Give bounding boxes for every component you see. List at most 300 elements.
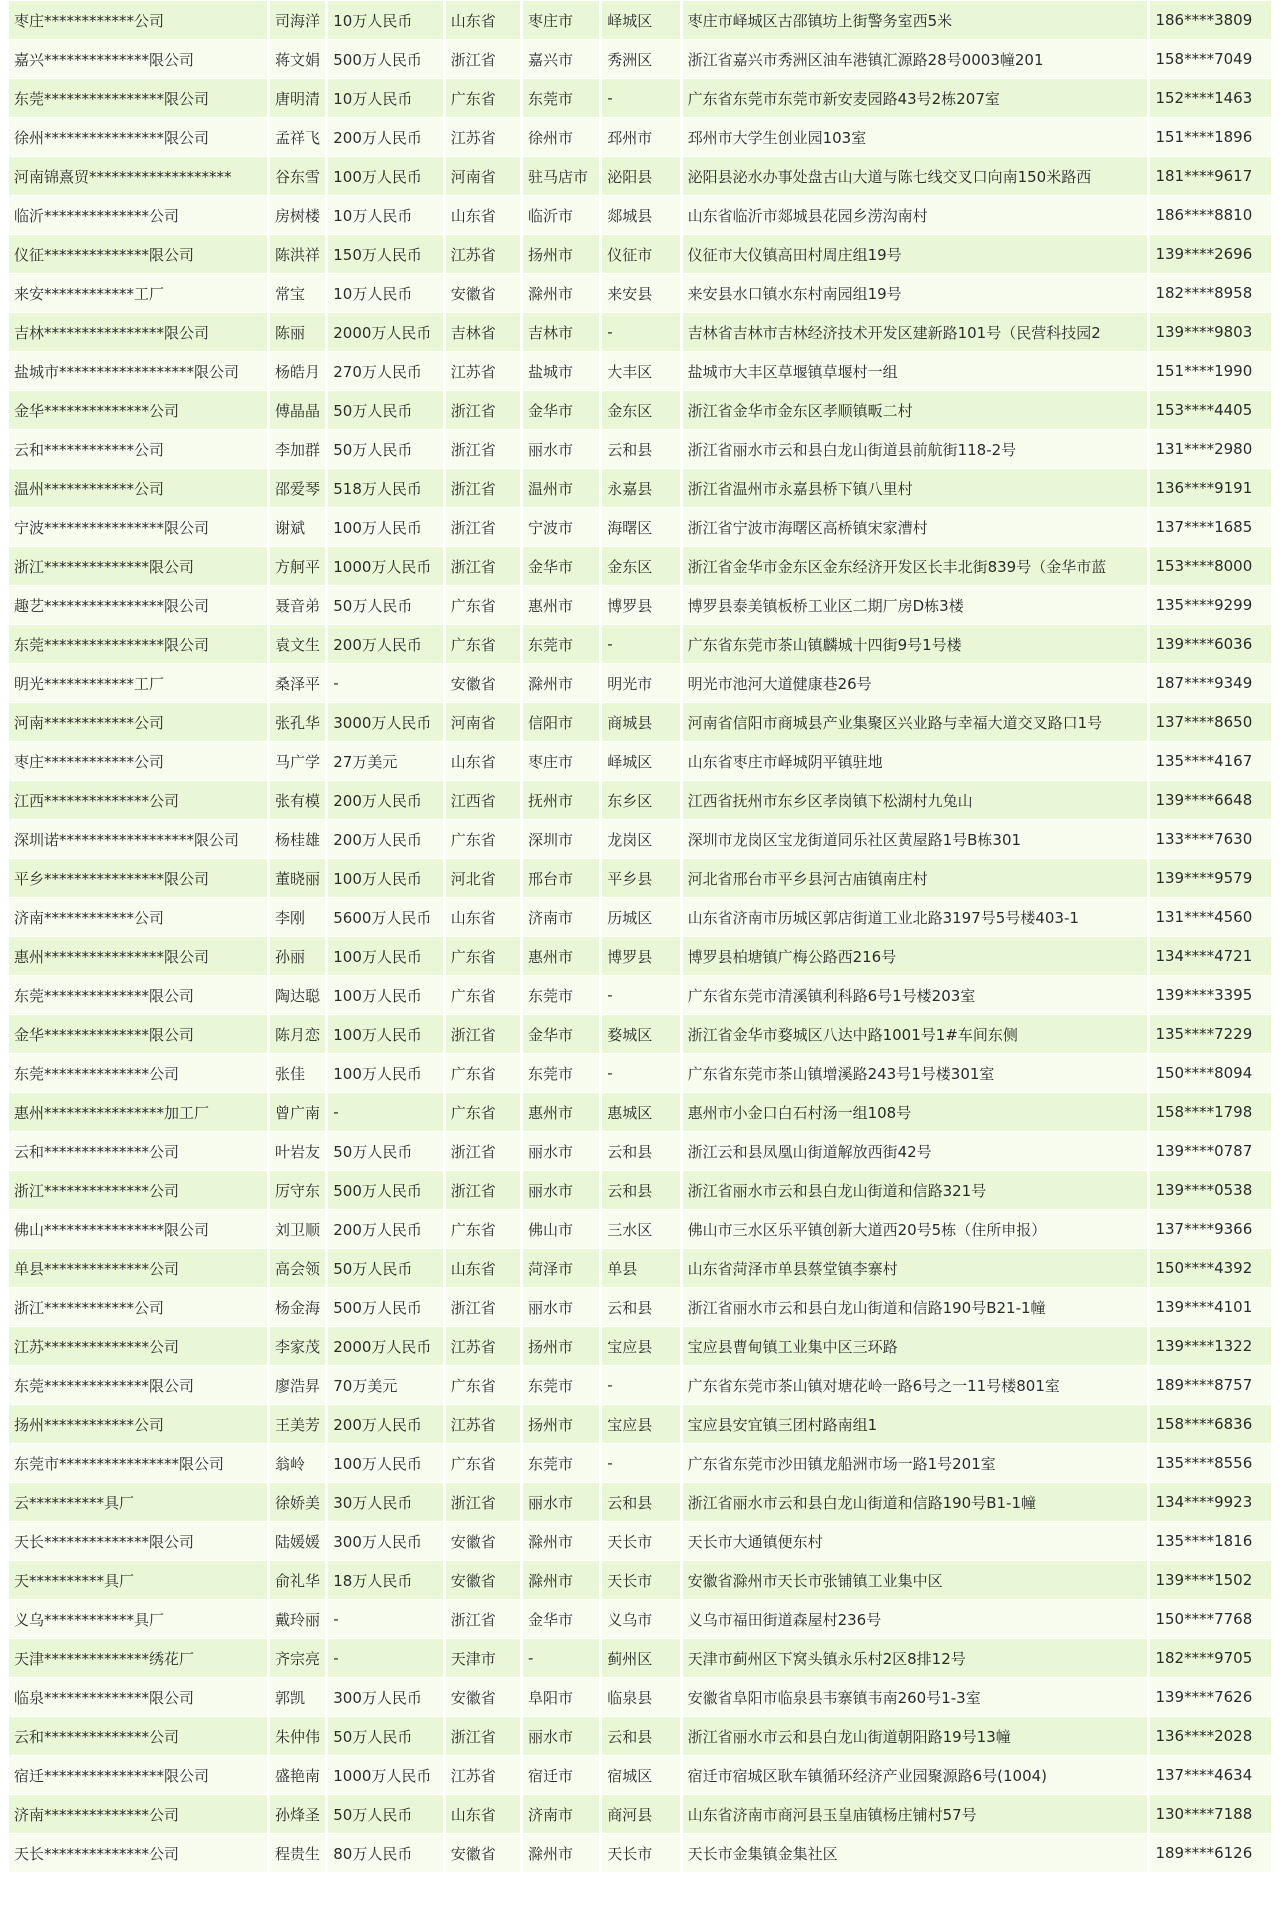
legal-person-cell: 孟祥飞 [270, 118, 325, 156]
district-cell: - [602, 1444, 679, 1482]
table-row [9, 1288, 1271, 1326]
address-cell: 宝应县曹甸镇工业集中区三环路 [683, 1327, 1148, 1365]
phone-cell: 182****9705 [1150, 1639, 1271, 1677]
city-cell: 惠州市 [523, 1093, 599, 1131]
province-cell: 广东省 [446, 79, 520, 117]
table-row [9, 274, 1271, 312]
city-cell: 金华市 [523, 391, 599, 429]
registered-capital-cell: 1000万人民币 [328, 1756, 442, 1794]
registered-capital-cell: 200万人民币 [328, 1210, 442, 1248]
phone-cell: 139****6036 [1150, 625, 1271, 663]
address-cell: 博罗县柏塘镇广梅公路西216号 [683, 937, 1148, 975]
address-cell: 河南省信阳市商城县产业集聚区兴业路与幸福大道交叉路口1号 [683, 703, 1148, 741]
phone-cell: 139****0787 [1150, 1132, 1271, 1170]
registered-capital-cell: 70万美元 [328, 1366, 442, 1404]
province-cell: 山东省 [446, 742, 520, 780]
city-cell: 东莞市 [523, 625, 599, 663]
registered-capital-cell: 500万人民币 [328, 1288, 442, 1326]
registered-capital-cell: 50万人民币 [328, 430, 442, 468]
legal-person-cell: 徐娇美 [270, 1483, 325, 1521]
city-cell: 扬州市 [523, 1327, 599, 1365]
district-cell: 峄城区 [602, 1, 679, 39]
registered-capital-cell: - [328, 1093, 442, 1131]
legal-person-cell: 盛艳南 [270, 1756, 325, 1794]
table-row [9, 1015, 1271, 1053]
legal-person-cell: 桑泽平 [270, 664, 325, 702]
address-cell: 浙江省丽水市云和县白龙山街道县前航街118-2号 [683, 430, 1148, 468]
address-cell: 广东省东莞市东莞市新安麦园路43号2栋207室 [683, 79, 1148, 117]
address-cell: 仪征市大仪镇高田村周庄组19号 [683, 235, 1148, 273]
district-cell: 天长市 [602, 1834, 679, 1872]
city-cell: 盐城市 [523, 352, 599, 390]
phone-cell: 131****2980 [1150, 430, 1271, 468]
company-name-cell: 义乌************具厂 [9, 1600, 267, 1638]
city-cell: 滁州市 [523, 664, 599, 702]
district-cell: 历城区 [602, 898, 679, 936]
phone-cell: 137****1685 [1150, 508, 1271, 546]
city-cell: 惠州市 [523, 586, 599, 624]
table-row [9, 1561, 1271, 1599]
province-cell: 浙江省 [446, 1015, 520, 1053]
phone-cell: 150****8094 [1150, 1054, 1271, 1092]
city-cell: 济南市 [523, 898, 599, 936]
phone-cell: 153****8000 [1150, 547, 1271, 585]
city-cell: 丽水市 [523, 1171, 599, 1209]
province-cell: 江苏省 [446, 1327, 520, 1365]
table-row [9, 1717, 1271, 1755]
table-row [9, 1600, 1271, 1638]
table-row [9, 898, 1271, 936]
legal-person-cell: 李加群 [270, 430, 325, 468]
registered-capital-cell: 100万人民币 [328, 859, 442, 897]
district-cell: 金东区 [602, 391, 679, 429]
legal-person-cell: 张孔华 [270, 703, 325, 741]
registered-capital-cell: 100万人民币 [328, 1015, 442, 1053]
registered-capital-cell: 200万人民币 [328, 118, 442, 156]
phone-cell: 139****1322 [1150, 1327, 1271, 1365]
province-cell: 浙江省 [446, 1132, 520, 1170]
province-cell: 河南省 [446, 157, 520, 195]
legal-person-cell: 郭凯 [270, 1678, 325, 1716]
address-cell: 山东省枣庄市峄城阴平镇驻地 [683, 742, 1148, 780]
company-name-cell: 云和**************公司 [9, 1717, 267, 1755]
district-cell: 云和县 [602, 1717, 679, 1755]
city-cell: 温州市 [523, 469, 599, 507]
address-cell: 浙江省丽水市云和县白龙山街道和信路190号B21-1幢 [683, 1288, 1148, 1326]
table-row [9, 781, 1271, 819]
registered-capital-cell: 10万人民币 [328, 196, 442, 234]
city-cell: 枣庄市 [523, 1, 599, 39]
registered-capital-cell: 300万人民币 [328, 1678, 442, 1716]
legal-person-cell: 廖浩昇 [270, 1366, 325, 1404]
city-cell: 东莞市 [523, 976, 599, 1014]
phone-cell: 189****6126 [1150, 1834, 1271, 1872]
phone-cell: 137****8650 [1150, 703, 1271, 741]
registered-capital-cell: 10万人民币 [328, 274, 442, 312]
phone-cell: 187****9349 [1150, 664, 1271, 702]
city-cell: 东莞市 [523, 1366, 599, 1404]
phone-cell: 137****4634 [1150, 1756, 1271, 1794]
phone-cell: 134****4721 [1150, 937, 1271, 975]
province-cell: 浙江省 [446, 1600, 520, 1638]
address-cell: 宝应县安宜镇三团村路南组1 [683, 1405, 1148, 1443]
company-name-cell: 金华**************限公司 [9, 1015, 267, 1053]
table-row [9, 508, 1271, 546]
phone-cell: 150****4392 [1150, 1249, 1271, 1287]
registered-capital-cell: 100万人民币 [328, 1054, 442, 1092]
phone-cell: 152****1463 [1150, 79, 1271, 117]
city-cell: 邢台市 [523, 859, 599, 897]
address-cell: 天津市蓟州区下窝头镇永乐村2区8排12号 [683, 1639, 1148, 1677]
phone-cell: 136****2028 [1150, 1717, 1271, 1755]
district-cell: 邳州市 [602, 118, 679, 156]
company-name-cell: 惠州****************加工厂 [9, 1093, 267, 1131]
table-row [9, 1834, 1271, 1872]
legal-person-cell: 曾广南 [270, 1093, 325, 1131]
city-cell: 阜阳市 [523, 1678, 599, 1716]
company-name-cell: 枣庄************公司 [9, 1, 267, 39]
province-cell: 江苏省 [446, 235, 520, 273]
phone-cell: 186****8810 [1150, 196, 1271, 234]
province-cell: 江苏省 [446, 118, 520, 156]
company-name-cell: 河南************公司 [9, 703, 267, 741]
province-cell: 山东省 [446, 1249, 520, 1287]
province-cell: 广东省 [446, 1366, 520, 1404]
company-name-cell: 临沂**************公司 [9, 196, 267, 234]
registered-capital-cell: 27万美元 [328, 742, 442, 780]
district-cell: 峄城区 [602, 742, 679, 780]
phone-cell: 158****7049 [1150, 40, 1271, 78]
company-name-cell: 平乡****************限公司 [9, 859, 267, 897]
city-cell: 吉林市 [523, 313, 599, 351]
province-cell: 浙江省 [446, 547, 520, 585]
company-name-cell: 东莞****************限公司 [9, 625, 267, 663]
registered-capital-cell: 100万人民币 [328, 508, 442, 546]
table-row [9, 1483, 1271, 1521]
legal-person-cell: 俞礼华 [270, 1561, 325, 1599]
province-cell: 江苏省 [446, 1405, 520, 1443]
legal-person-cell: 董晓丽 [270, 859, 325, 897]
legal-person-cell: 李家茂 [270, 1327, 325, 1365]
city-cell: 滁州市 [523, 1834, 599, 1872]
city-cell: 丽水市 [523, 430, 599, 468]
province-cell: 浙江省 [446, 40, 520, 78]
address-cell: 广东省东莞市沙田镇龙船洲市场一路1号201室 [683, 1444, 1148, 1482]
province-cell: 江苏省 [446, 352, 520, 390]
company-name-cell: 吉林****************限公司 [9, 313, 267, 351]
city-cell: 菏泽市 [523, 1249, 599, 1287]
province-cell: 天津市 [446, 1639, 520, 1677]
legal-person-cell: 王美芳 [270, 1405, 325, 1443]
table-row [9, 1366, 1271, 1404]
table-row [9, 820, 1271, 858]
company-name-cell: 仪征**************限公司 [9, 235, 267, 273]
legal-person-cell: 翁岭 [270, 1444, 325, 1482]
phone-cell: 135****9299 [1150, 586, 1271, 624]
address-cell: 枣庄市峄城区古邵镇坊上街警务室西5米 [683, 1, 1148, 39]
table-row [9, 235, 1271, 273]
company-name-cell: 江西**************公司 [9, 781, 267, 819]
province-cell: 安徽省 [446, 1561, 520, 1599]
address-cell: 浙江省宁波市海曙区高桥镇宋家漕村 [683, 508, 1148, 546]
province-cell: 浙江省 [446, 1288, 520, 1326]
company-name-cell: 江苏**************公司 [9, 1327, 267, 1365]
district-cell: - [602, 79, 679, 117]
legal-person-cell: 马广学 [270, 742, 325, 780]
table-row [9, 1639, 1271, 1677]
phone-cell: 135****8556 [1150, 1444, 1271, 1482]
phone-cell: 139****0538 [1150, 1171, 1271, 1209]
phone-cell: 133****7630 [1150, 820, 1271, 858]
district-cell: 永嘉县 [602, 469, 679, 507]
table-row [9, 79, 1271, 117]
address-cell: 山东省临沂市郯城县花园乡涝沟南村 [683, 196, 1148, 234]
table-row [9, 118, 1271, 156]
company-name-cell: 嘉兴**************限公司 [9, 40, 267, 78]
district-cell: 东乡区 [602, 781, 679, 819]
district-cell: 仪征市 [602, 235, 679, 273]
province-cell: 浙江省 [446, 1483, 520, 1521]
legal-person-cell: 杨金海 [270, 1288, 325, 1326]
company-name-cell: 河南锦熹贸******************* [9, 157, 267, 195]
city-cell: 丽水市 [523, 1132, 599, 1170]
table-row [9, 1444, 1271, 1482]
company-name-cell: 济南************公司 [9, 898, 267, 936]
phone-cell: 150****7768 [1150, 1600, 1271, 1638]
city-cell: 惠州市 [523, 937, 599, 975]
company-name-cell: 盐城市******************限公司 [9, 352, 267, 390]
city-cell: 深圳市 [523, 820, 599, 858]
district-cell: 云和县 [602, 1483, 679, 1521]
registered-capital-cell: 200万人民币 [328, 1405, 442, 1443]
legal-person-cell: 司海洋 [270, 1, 325, 39]
province-cell: 河北省 [446, 859, 520, 897]
province-cell: 江苏省 [446, 1756, 520, 1794]
company-name-cell: 深圳诺******************限公司 [9, 820, 267, 858]
district-cell: - [602, 976, 679, 1014]
phone-cell: 136****9191 [1150, 469, 1271, 507]
table-row [9, 1405, 1271, 1443]
district-cell: 天长市 [602, 1522, 679, 1560]
legal-person-cell: 张佳 [270, 1054, 325, 1092]
table-row [9, 625, 1271, 663]
legal-person-cell: 厉守东 [270, 1171, 325, 1209]
address-cell: 浙江省丽水市云和县白龙山街道和信路321号 [683, 1171, 1148, 1209]
registered-capital-cell: - [328, 1639, 442, 1677]
registered-capital-cell: 1000万人民币 [328, 547, 442, 585]
company-name-cell: 云和************公司 [9, 430, 267, 468]
address-cell: 宿迁市宿城区耿车镇循环经济产业园聚源路6号(1004) [683, 1756, 1148, 1794]
company-table [6, 0, 1274, 1873]
province-cell: 浙江省 [446, 1717, 520, 1755]
city-cell: 金华市 [523, 547, 599, 585]
phone-cell: 182****8958 [1150, 274, 1271, 312]
company-name-cell: 温州************公司 [9, 469, 267, 507]
registered-capital-cell: 10万人民币 [328, 1, 442, 39]
registered-capital-cell: 200万人民币 [328, 781, 442, 819]
phone-cell: 135****7229 [1150, 1015, 1271, 1053]
registered-capital-cell: - [328, 664, 442, 702]
phone-cell: 130****7188 [1150, 1795, 1271, 1833]
company-name-cell: 天**********具厂 [9, 1561, 267, 1599]
company-name-cell: 天长**************公司 [9, 1834, 267, 1872]
legal-person-cell: 齐宗亮 [270, 1639, 325, 1677]
district-cell: 云和县 [602, 430, 679, 468]
province-cell: 广东省 [446, 625, 520, 663]
city-cell: 丽水市 [523, 1288, 599, 1326]
legal-person-cell: 聂音弟 [270, 586, 325, 624]
city-cell: 东莞市 [523, 1444, 599, 1482]
address-cell: 广东省东莞市清溪镇利科路6号1号楼203室 [683, 976, 1148, 1014]
registered-capital-cell: 50万人民币 [328, 1795, 442, 1833]
legal-person-cell: 高会领 [270, 1249, 325, 1287]
company-name-cell: 东莞****************限公司 [9, 79, 267, 117]
phone-cell: 139****9803 [1150, 313, 1271, 351]
address-cell: 惠州市小金口白石村汤一组108号 [683, 1093, 1148, 1131]
city-cell: 金华市 [523, 1015, 599, 1053]
province-cell: 山东省 [446, 1795, 520, 1833]
province-cell: 安徽省 [446, 1834, 520, 1872]
city-cell: 东莞市 [523, 1054, 599, 1092]
address-cell: 山东省济南市历城区郭店街道工业北路3197号5号楼403-1 [683, 898, 1148, 936]
province-cell: 山东省 [446, 1, 520, 39]
phone-cell: 186****3809 [1150, 1, 1271, 39]
legal-person-cell: 袁文生 [270, 625, 325, 663]
registered-capital-cell: 100万人民币 [328, 976, 442, 1014]
district-cell: 宿城区 [602, 1756, 679, 1794]
province-cell: 浙江省 [446, 508, 520, 546]
district-cell: 郯城县 [602, 196, 679, 234]
district-cell: 平乡县 [602, 859, 679, 897]
phone-cell: 189****8757 [1150, 1366, 1271, 1404]
province-cell: 安徽省 [446, 274, 520, 312]
table-row [9, 547, 1271, 585]
address-cell: 广东省东莞市茶山镇麟城十四街9号1号楼 [683, 625, 1148, 663]
company-name-cell: 天津**************绣花厂 [9, 1639, 267, 1677]
table-row [9, 586, 1271, 624]
legal-person-cell: 陈月恋 [270, 1015, 325, 1053]
company-name-cell: 东莞市****************限公司 [9, 1444, 267, 1482]
legal-person-cell: 孙烽圣 [270, 1795, 325, 1833]
registered-capital-cell: 2000万人民币 [328, 1327, 442, 1365]
registered-capital-cell: 50万人民币 [328, 1132, 442, 1170]
province-cell: 安徽省 [446, 1678, 520, 1716]
district-cell: 天长市 [602, 1561, 679, 1599]
company-name-cell: 明光************工厂 [9, 664, 267, 702]
district-cell: 龙岗区 [602, 820, 679, 858]
company-name-cell: 浙江**************公司 [9, 1171, 267, 1209]
legal-person-cell: 孙丽 [270, 937, 325, 975]
legal-person-cell: 唐明清 [270, 79, 325, 117]
province-cell: 安徽省 [446, 664, 520, 702]
phone-cell: 139****7626 [1150, 1678, 1271, 1716]
registered-capital-cell: 50万人民币 [328, 1249, 442, 1287]
table-row [9, 196, 1271, 234]
district-cell: 三水区 [602, 1210, 679, 1248]
province-cell: 广东省 [446, 1444, 520, 1482]
legal-person-cell: 谷东雪 [270, 157, 325, 195]
address-cell: 安徽省阜阳市临泉县韦寨镇韦南260号1-3室 [683, 1678, 1148, 1716]
registered-capital-cell: 200万人民币 [328, 820, 442, 858]
address-cell: 山东省菏泽市单县蔡堂镇李寨村 [683, 1249, 1148, 1287]
district-cell: 商河县 [602, 1795, 679, 1833]
province-cell: 广东省 [446, 976, 520, 1014]
city-cell: 临沂市 [523, 196, 599, 234]
registered-capital-cell: 18万人民币 [328, 1561, 442, 1599]
district-cell: 蓟州区 [602, 1639, 679, 1677]
district-cell: 博罗县 [602, 937, 679, 975]
company-name-cell: 浙江**************限公司 [9, 547, 267, 585]
province-cell: 江西省 [446, 781, 520, 819]
city-cell: 济南市 [523, 1795, 599, 1833]
company-name-cell: 宁波****************限公司 [9, 508, 267, 546]
phone-cell: 158****1798 [1150, 1093, 1271, 1131]
district-cell: 来安县 [602, 274, 679, 312]
legal-person-cell: 傅晶晶 [270, 391, 325, 429]
table-row [9, 1, 1271, 39]
table-row [9, 1054, 1271, 1092]
district-cell: 海曙区 [602, 508, 679, 546]
company-name-cell: 宿迁****************限公司 [9, 1756, 267, 1794]
registered-capital-cell: - [328, 1600, 442, 1638]
city-cell: 徐州市 [523, 118, 599, 156]
legal-person-cell: 陆媛媛 [270, 1522, 325, 1560]
address-cell: 天长市大通镇便东村 [683, 1522, 1148, 1560]
table-row [9, 430, 1271, 468]
legal-person-cell: 方舸平 [270, 547, 325, 585]
company-name-cell: 金华**************公司 [9, 391, 267, 429]
address-cell: 佛山市三水区乐平镇创新大道西20号5栋（住所申报） [683, 1210, 1148, 1248]
address-cell: 安徽省滁州市天长市张铺镇工业集中区 [683, 1561, 1148, 1599]
address-cell: 来安县水口镇水东村南园组19号 [683, 274, 1148, 312]
district-cell: 义乌市 [602, 1600, 679, 1638]
city-cell: 扬州市 [523, 1405, 599, 1443]
table-row [9, 352, 1271, 390]
city-cell: 丽水市 [523, 1483, 599, 1521]
province-cell: 广东省 [446, 586, 520, 624]
city-cell: 滁州市 [523, 274, 599, 312]
table-row [9, 1171, 1271, 1209]
phone-cell: 135****1816 [1150, 1522, 1271, 1560]
city-cell: 丽水市 [523, 1717, 599, 1755]
company-name-cell: 天长**************限公司 [9, 1522, 267, 1560]
district-cell: 惠城区 [602, 1093, 679, 1131]
registered-capital-cell: 100万人民币 [328, 937, 442, 975]
registered-capital-cell: 5600万人民币 [328, 898, 442, 936]
company-name-cell: 云和**************公司 [9, 1132, 267, 1170]
legal-person-cell: 房树楼 [270, 196, 325, 234]
district-cell: 云和县 [602, 1132, 679, 1170]
district-cell: 宝应县 [602, 1327, 679, 1365]
legal-person-cell: 叶岩友 [270, 1132, 325, 1170]
city-cell: - [523, 1639, 599, 1677]
table-row [9, 1249, 1271, 1287]
city-cell: 佛山市 [523, 1210, 599, 1248]
province-cell: 山东省 [446, 898, 520, 936]
city-cell: 东莞市 [523, 79, 599, 117]
table-row [9, 703, 1271, 741]
company-name-cell: 单县**************公司 [9, 1249, 267, 1287]
company-name-cell: 东莞**************限公司 [9, 1366, 267, 1404]
district-cell: - [602, 625, 679, 663]
phone-cell: 181****9617 [1150, 157, 1271, 195]
table-row [9, 1327, 1271, 1365]
address-cell: 山东省济南市商河县玉皇庙镇杨庄铺村57号 [683, 1795, 1148, 1833]
legal-person-cell: 张有模 [270, 781, 325, 819]
address-cell: 深圳市龙岗区宝龙街道同乐社区黄屋路1号B栋301 [683, 820, 1148, 858]
table-row [9, 157, 1271, 195]
province-cell: 山东省 [446, 196, 520, 234]
